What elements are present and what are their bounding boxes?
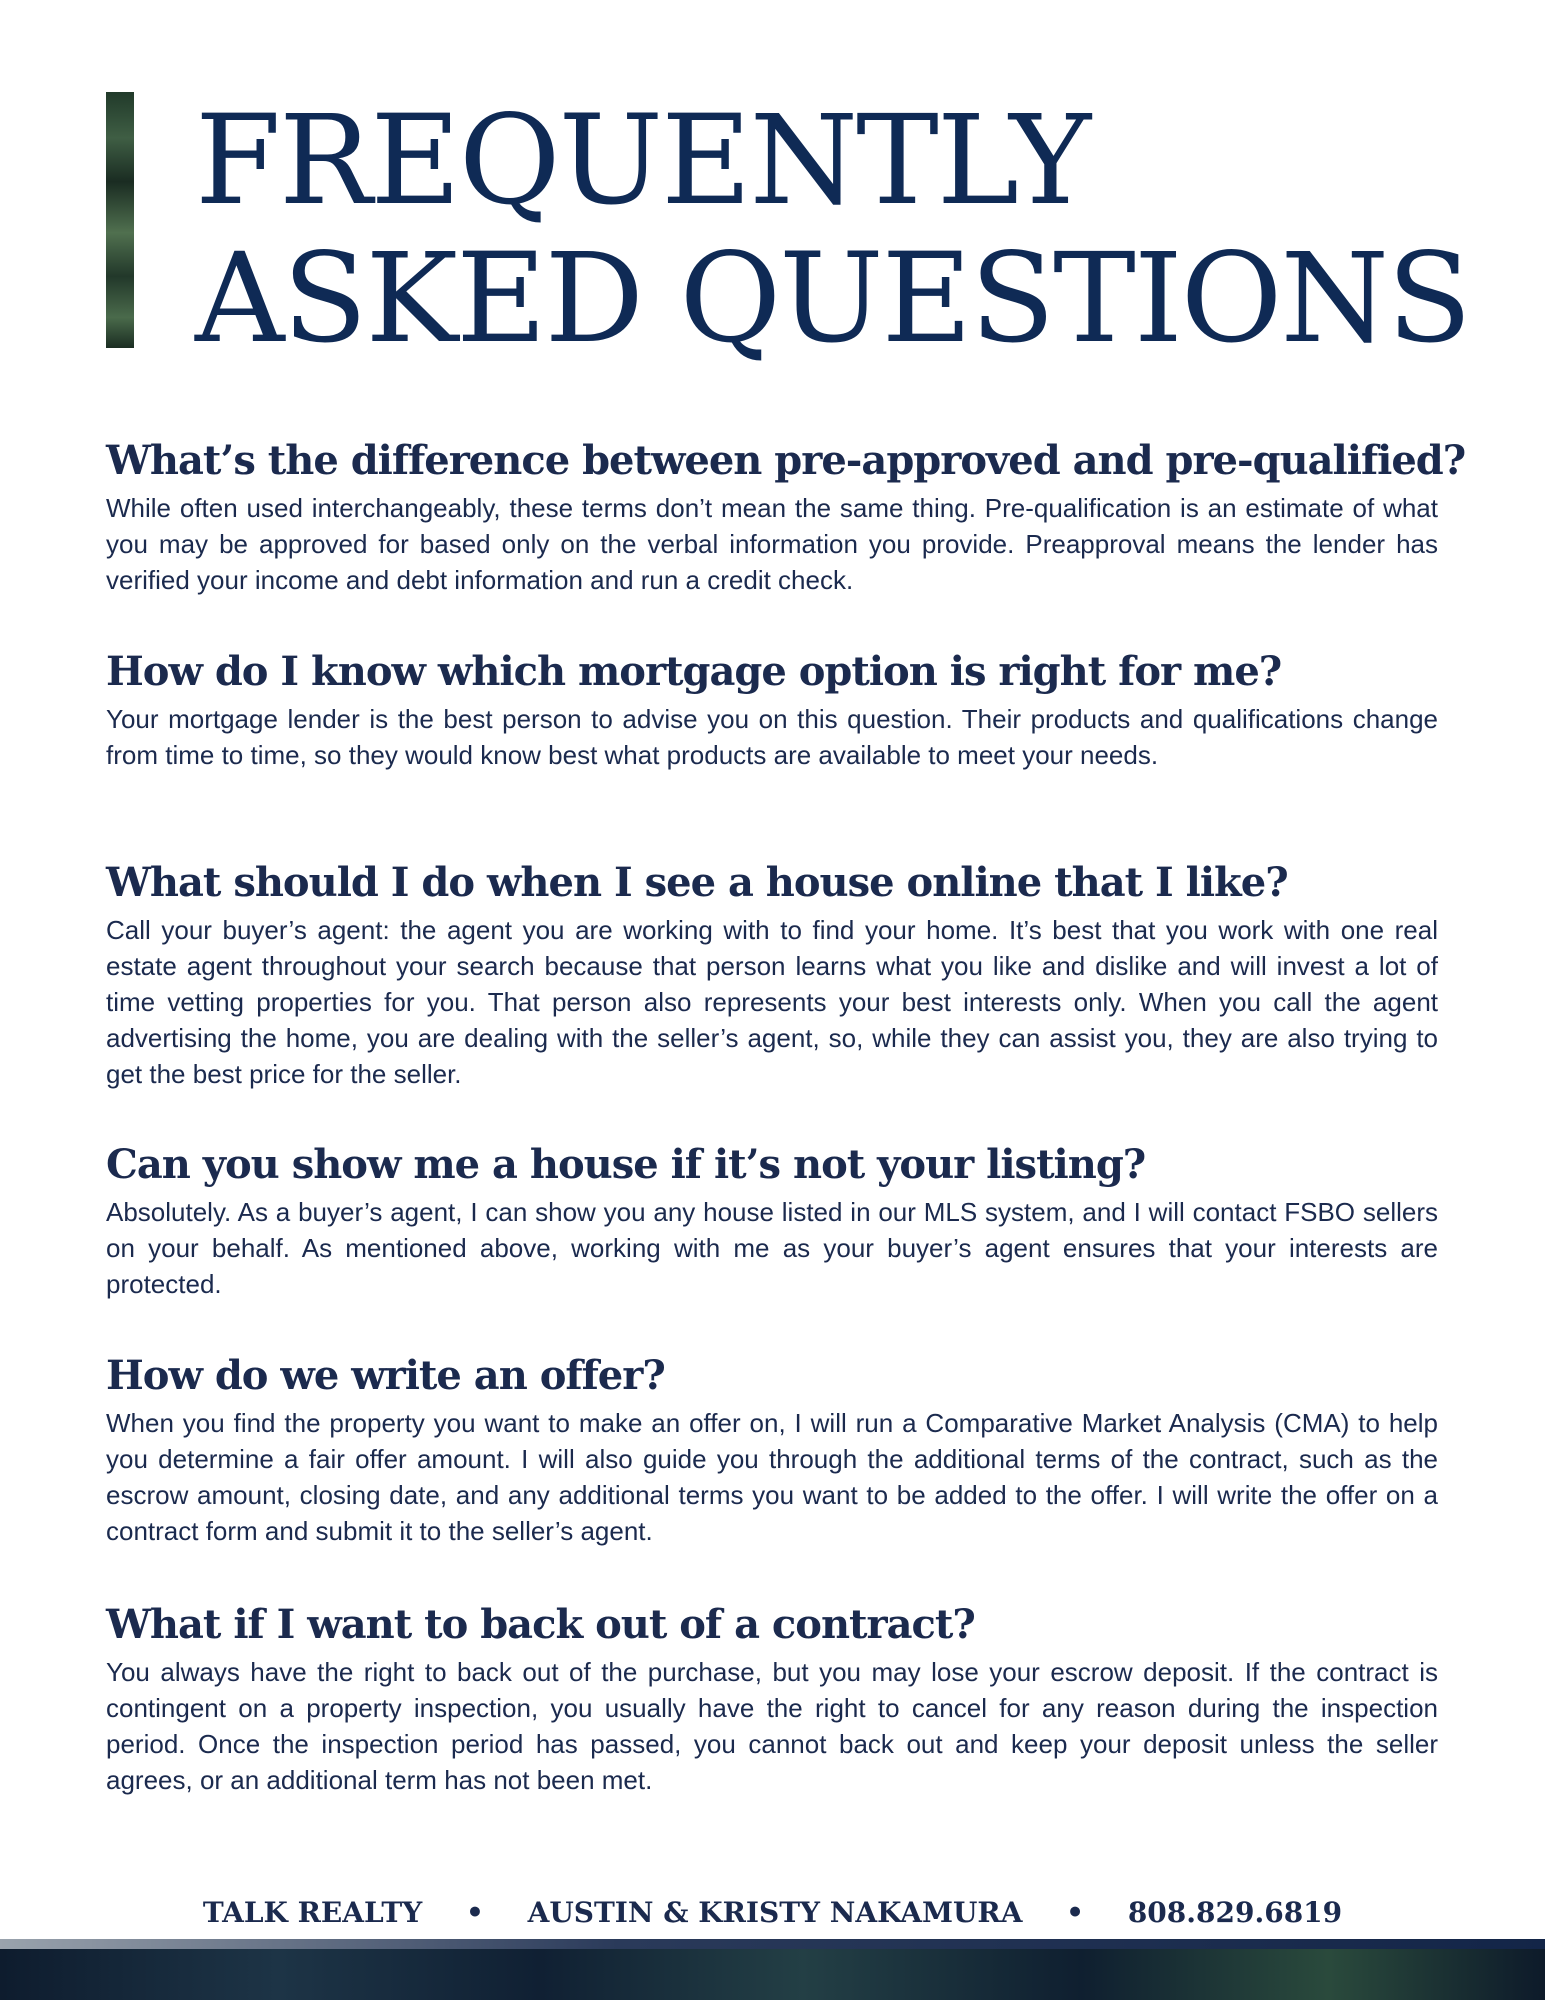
faq-item-back-out <box>106 1600 1438 1798</box>
faq-item-preapproved <box>106 436 1466 598</box>
faq-item-mortgage-option <box>106 647 1438 773</box>
faq-answer: Call your buyer’s agent: the agent you are working with to find your home. It’s best that you work with one real estate agent throughout your search because that person learns what you like and dislike and will invest a lot of time vetting properties for you. That person also represents your best interests only. When you call the agent advertising the home, you are dealing with the seller’s agent, so, while they can assist you, they are also trying to get the best price for the seller. <box>106 915 1438 1089</box>
footer-stripe <box>0 1939 1545 1949</box>
footer-leaf-banner <box>0 1949 1545 2000</box>
faq-answer: You always have the right to back out of the purchase, but you may lose your escrow deposit. If the contract is contingent on a property inspection, you usually have the right to cancel for any reason during the inspection period. Once the inspection period has passed, you cannot back out and keep your deposit unless the seller agrees, or an additional term has not been met. <box>106 1657 1438 1795</box>
faq-question: Can you show me a house if it’s not your listing? <box>106 1141 1146 1188</box>
footer-contact-line <box>0 1893 1545 1933</box>
footer-agents: AUSTIN & KRISTY NAKAMURA <box>527 1896 1023 1929</box>
faq-question: What should I do when I see a house online that I like? <box>106 859 1288 906</box>
faq-answer: Absolutely. As a buyer’s agent, I can show you any house listed in our MLS system, and I will contact FSBO sellers on your behalf. As mentioned above, working with me as your buyer’s agent ensures that your interests are protected. <box>106 1197 1438 1299</box>
page-title <box>195 89 1470 371</box>
faq-question: What’s the difference between pre-approved and pre-qualified? <box>106 437 1466 484</box>
faq-answer: While often used interchangeably, these terms don’t mean the same thing. Pre-qualification is an estimate of what you may be approved for based only on the verbal information you provide. Preapproval means the lender has verified your income and debt information and run a credit check. <box>106 493 1438 595</box>
faq-answer: When you find the property you want to make an offer on, I will run a Comparative Market Analysis (CMA) to help you determine a fair offer amount. I will also guide you through the additional terms of the contract, such as the escrow amount, closing date, and any additional terms you want to be added to the offer. I will write the offer on a contract form and submit it to the seller’s agent. <box>106 1408 1438 1546</box>
footer-company: TALK REALTY <box>202 1896 423 1929</box>
page-title-line-1: FREQUENTLY <box>195 89 1090 233</box>
footer-separator: • <box>1066 1896 1085 1929</box>
faq-item-house-online <box>106 858 1438 1092</box>
title-accent-bar <box>106 92 134 348</box>
footer-separator: • <box>465 1896 484 1929</box>
faq-item-not-your-listing <box>106 1140 1438 1302</box>
footer-phone: 808.829.6819 <box>1127 1896 1343 1929</box>
page-title-line-2: ASKED QUESTIONS <box>195 227 1470 371</box>
faq-item-write-offer <box>106 1351 1438 1549</box>
faq-answer: Your mortgage lender is the best person to advise you on this question. Their products and qualifications change from time to time, so they would know best what products are available to meet your needs. <box>106 704 1438 770</box>
faq-question: How do I know which mortgage option is right for me? <box>106 648 1282 695</box>
faq-question: What if I want to back out of a contract? <box>106 1601 975 1648</box>
faq-question: How do we write an offer? <box>106 1352 665 1399</box>
